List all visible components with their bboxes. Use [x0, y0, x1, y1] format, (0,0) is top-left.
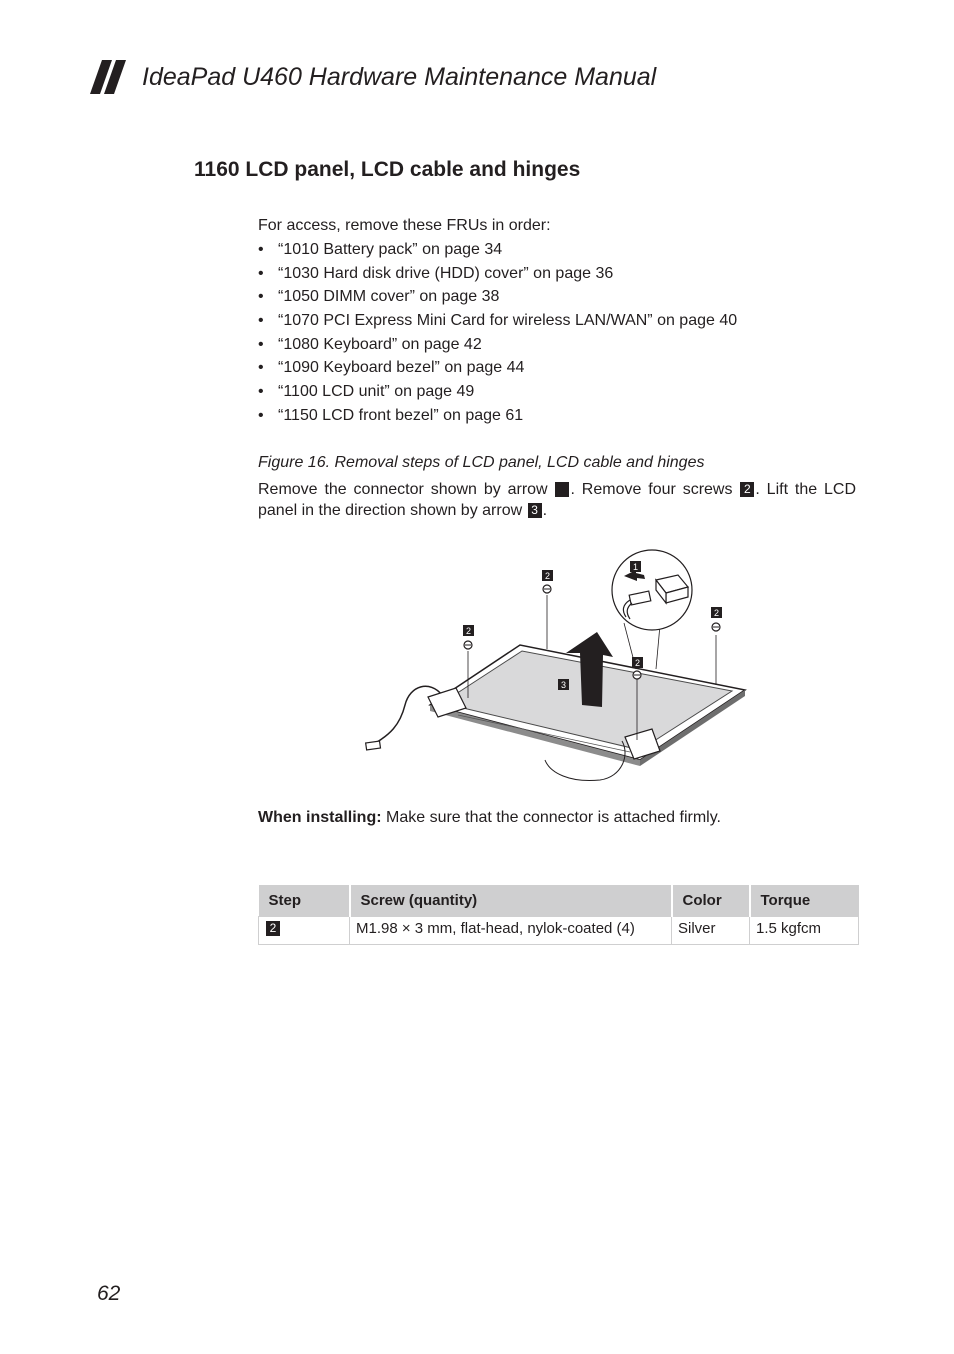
callout-badge: 1 [555, 482, 569, 497]
access-section [258, 216, 856, 430]
screw-icon [464, 641, 472, 649]
access-intro: For access, remove these FRUs in order: [258, 217, 551, 234]
bullet-icon: • [258, 383, 264, 401]
table-header-cell: Step [259, 885, 350, 917]
callout-badge: 2 [740, 482, 754, 497]
table-row [259, 917, 859, 945]
fru-list-item [258, 335, 856, 359]
fru-list-item [258, 311, 856, 335]
table-cell-screw: M1.98 × 3 mm, flat-head, nylok-coated (4) [350, 917, 672, 945]
bullet-icon: • [258, 335, 264, 353]
installation-note [258, 809, 721, 827]
fru-list [258, 240, 856, 430]
fru-link[interactable]: “1080 Keyboard” on page 42 [278, 335, 482, 353]
callout-label: 2 [465, 626, 472, 636]
section-title: 1160 LCD panel, LCD cable and hinges [194, 158, 581, 181]
callout-badge: 3 [528, 503, 542, 518]
instruction-text: . Lift the LCD panel in the direction shown by arrow [258, 481, 857, 519]
lenovo-slash-logo-icon [90, 60, 136, 94]
fru-list-item [258, 358, 856, 382]
bullet-icon: • [258, 288, 264, 306]
fru-link[interactable]: “1010 Battery pack” on page 34 [278, 241, 503, 258]
table-cell-torque: 1.5 kgfcm [750, 917, 859, 945]
callout-label: 2 [713, 608, 720, 618]
fru-list-item [258, 264, 856, 288]
lcd-cable-drawing [372, 686, 442, 745]
table-header-cell: Color [672, 885, 750, 917]
screw-icon [543, 585, 551, 593]
fru-link[interactable]: “1100 LCD unit” on page 49 [278, 383, 475, 401]
bullet-icon: • [258, 312, 264, 330]
fru-list-item [258, 406, 856, 430]
table-header-row [259, 885, 859, 917]
instruction-text: . [542, 502, 548, 519]
cable-connector-drawing [366, 741, 381, 750]
table-cell-color: Silver [672, 917, 750, 945]
callout-label: 2 [634, 658, 641, 668]
instruction-text: Remove the connector shown by arrow [258, 481, 548, 498]
screw-spec-table [258, 885, 859, 945]
fru-link[interactable]: “1070 PCI Express Mini Card for wireless LAN/WAN” on page 40 [278, 312, 738, 330]
screw-icon [633, 671, 641, 679]
callout-label: 3 [560, 680, 567, 690]
install-label: When installing: [258, 809, 382, 826]
bullet-icon: • [258, 406, 264, 424]
instruction-text: . Remove four screws [570, 481, 733, 498]
fru-list-item [258, 287, 856, 311]
fru-link[interactable]: “1030 Hard disk drive (HDD) cover” on page 36 [278, 264, 614, 282]
lcd-removal-illustration [360, 545, 760, 785]
document-title: IdeaPad U460 Hardware Maintenance Manual [142, 63, 657, 91]
bullet-icon: • [258, 264, 264, 282]
figure-instruction [258, 479, 856, 521]
fru-list-item [258, 240, 856, 264]
fru-link[interactable]: “1150 LCD front bezel” on page 61 [278, 406, 524, 424]
bullet-icon: • [258, 359, 264, 377]
fru-link[interactable]: “1050 DIMM cover” on page 38 [278, 288, 500, 306]
callout-label: 2 [544, 571, 551, 581]
install-text: Make sure that the connector is attached firmly. [381, 809, 721, 826]
fru-list-item [258, 382, 856, 406]
table-header-cell: Torque [750, 885, 859, 917]
figure-caption: Figure 16. Removal steps of LCD panel, LCD cable and hinges [258, 454, 705, 471]
fru-link[interactable]: “1090 Keyboard bezel” on page 44 [278, 359, 525, 377]
page-number: 62 [97, 1282, 121, 1305]
table-header-cell: Screw (quantity) [350, 885, 672, 917]
screw-icon [712, 623, 720, 631]
callout-label: 1 [632, 562, 639, 572]
bullet-icon: • [258, 241, 264, 258]
callout-badge: 2 [266, 921, 280, 936]
table-cell-step [259, 917, 350, 945]
